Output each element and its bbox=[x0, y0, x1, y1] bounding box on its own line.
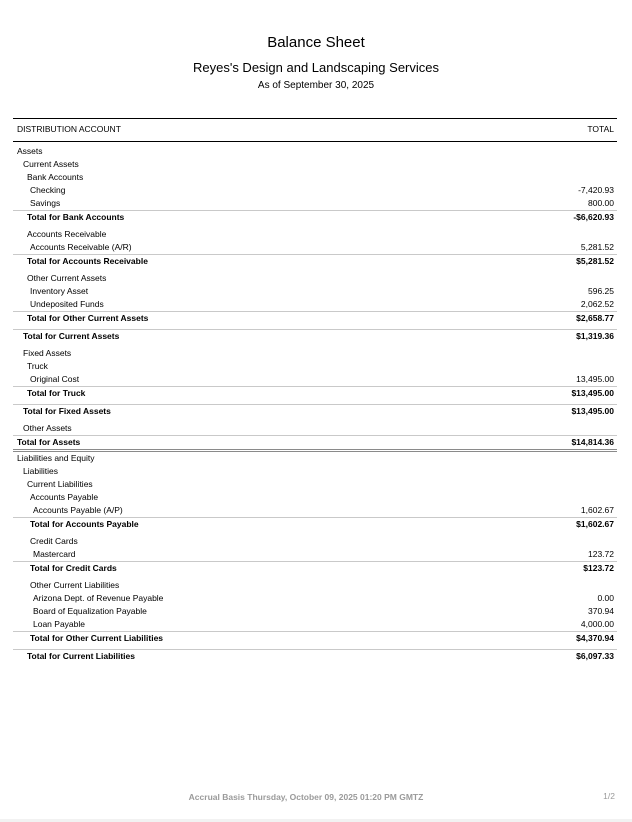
table-row bbox=[13, 360, 617, 373]
report-date: As of September 30, 2025 bbox=[257, 80, 375, 91]
account-label: Total for Other Current Assets bbox=[27, 313, 149, 323]
column-header bbox=[13, 118, 617, 142]
total-row bbox=[13, 649, 617, 663]
table-row bbox=[13, 184, 617, 197]
total-row bbox=[13, 311, 617, 325]
table-row bbox=[13, 618, 617, 631]
account-label: Other Current Liabilities bbox=[30, 580, 120, 590]
total-row bbox=[13, 561, 617, 575]
account-label: Accounts Payable bbox=[30, 492, 99, 502]
table-row bbox=[13, 171, 617, 184]
table-row bbox=[13, 504, 617, 517]
amount-value: 123.72 bbox=[588, 549, 614, 559]
account-label: Total for Credit Cards bbox=[30, 563, 117, 573]
account-label: Total for Current Liabilities bbox=[27, 651, 135, 661]
total-column-header: TOTAL bbox=[587, 124, 614, 134]
amount-value: 4,000.00 bbox=[580, 619, 614, 629]
total-row bbox=[13, 254, 617, 268]
amount-value: 1,602.67 bbox=[580, 505, 614, 515]
total-row bbox=[13, 404, 617, 418]
amount-value: $4,370.94 bbox=[576, 633, 614, 643]
amount-value: $13,495.00 bbox=[571, 388, 614, 398]
table-row bbox=[13, 347, 617, 360]
amount-value: $1,319.36 bbox=[576, 331, 614, 341]
account-label: Liabilities and Equity bbox=[17, 453, 95, 463]
account-label: Board of Equalization Payable bbox=[33, 606, 147, 616]
account-label: Total for Current Assets bbox=[23, 331, 120, 341]
account-label: Original Cost bbox=[30, 374, 80, 384]
amount-value: $1,602.67 bbox=[576, 519, 614, 529]
amount-value: $13,495.00 bbox=[571, 406, 614, 416]
table-row bbox=[13, 422, 617, 435]
table-row bbox=[13, 373, 617, 386]
account-label: Total for Accounts Receivable bbox=[27, 256, 148, 266]
table-row bbox=[13, 592, 617, 605]
account-column-header: DISTRIBUTION ACCOUNT bbox=[17, 124, 121, 134]
company-name: Reyes's Design and Landscaping Services bbox=[192, 60, 439, 75]
table-row bbox=[13, 548, 617, 561]
account-label: Fixed Assets bbox=[23, 348, 72, 358]
account-label: Undeposited Funds bbox=[30, 299, 104, 309]
amount-value: 596.25 bbox=[588, 286, 614, 296]
account-label: Arizona Dept. of Revenue Payable bbox=[33, 593, 164, 603]
table-row bbox=[13, 478, 617, 491]
account-label: Total for Fixed Assets bbox=[23, 406, 111, 416]
amount-value: -7,420.93 bbox=[578, 185, 614, 195]
amount-value: -$6,620.93 bbox=[573, 212, 614, 222]
account-label: Current Assets bbox=[23, 159, 79, 169]
account-label: Accounts Payable (A/P) bbox=[33, 505, 123, 515]
table-row bbox=[13, 272, 617, 285]
account-label: Mastercard bbox=[33, 549, 76, 559]
account-label: Accounts Receivable (A/R) bbox=[30, 242, 132, 252]
table-row bbox=[13, 449, 617, 465]
table-row bbox=[13, 158, 617, 171]
total-row bbox=[13, 631, 617, 645]
account-label: Accounts Receivable bbox=[27, 229, 107, 239]
total-row bbox=[13, 517, 617, 531]
report-table bbox=[13, 145, 617, 663]
amount-value: 0.00 bbox=[597, 593, 614, 603]
table-row bbox=[13, 491, 617, 504]
amount-value: 800.00 bbox=[588, 198, 614, 208]
table-row bbox=[13, 197, 617, 210]
account-label: Total for Assets bbox=[17, 437, 81, 447]
total-row bbox=[13, 329, 617, 343]
page-number: 1/2 bbox=[603, 791, 615, 801]
amount-value: $2,658.77 bbox=[576, 313, 614, 323]
table-row bbox=[13, 241, 617, 254]
account-label: Other Assets bbox=[23, 423, 72, 433]
account-label: Credit Cards bbox=[30, 536, 78, 546]
account-label: Total for Truck bbox=[27, 388, 86, 398]
account-label: Total for Bank Accounts bbox=[27, 212, 125, 222]
account-label: Savings bbox=[30, 198, 61, 208]
footer-basis: Accrual Basis Thursday, October 09, 2025 01:20 PM GMTZ bbox=[188, 792, 424, 802]
account-label: Liabilities bbox=[23, 466, 58, 476]
table-row bbox=[13, 535, 617, 548]
amount-value: 5,281.52 bbox=[580, 242, 614, 252]
total-row bbox=[13, 210, 617, 224]
account-label: Total for Accounts Payable bbox=[30, 519, 139, 529]
amount-value: $14,814.36 bbox=[571, 437, 614, 447]
account-label: Assets bbox=[17, 146, 43, 156]
table-row bbox=[13, 145, 617, 158]
total-row bbox=[13, 386, 617, 400]
table-row bbox=[13, 605, 617, 618]
amount-value: 13,495.00 bbox=[576, 374, 614, 384]
table-row bbox=[13, 579, 617, 592]
total-row bbox=[13, 435, 617, 449]
account-label: Checking bbox=[30, 185, 66, 195]
amount-value: 2,062.52 bbox=[580, 299, 614, 309]
account-label: Other Current Assets bbox=[27, 273, 107, 283]
account-label: Bank Accounts bbox=[27, 172, 84, 182]
account-label: Inventory Asset bbox=[30, 286, 89, 296]
amount-value: $6,097.33 bbox=[576, 651, 614, 661]
table-row bbox=[13, 465, 617, 478]
account-label: Total for Other Current Liabilities bbox=[30, 633, 164, 643]
account-label: Loan Payable bbox=[33, 619, 85, 629]
table-row bbox=[13, 298, 617, 311]
table-row bbox=[13, 285, 617, 298]
account-label: Current Liabilities bbox=[27, 479, 93, 489]
amount-value: $5,281.52 bbox=[576, 256, 614, 266]
table-row bbox=[13, 228, 617, 241]
amount-value: 370.94 bbox=[588, 606, 614, 616]
amount-value: $123.72 bbox=[583, 563, 614, 573]
account-label: Truck bbox=[27, 361, 48, 371]
report-title: Balance Sheet bbox=[267, 34, 365, 51]
